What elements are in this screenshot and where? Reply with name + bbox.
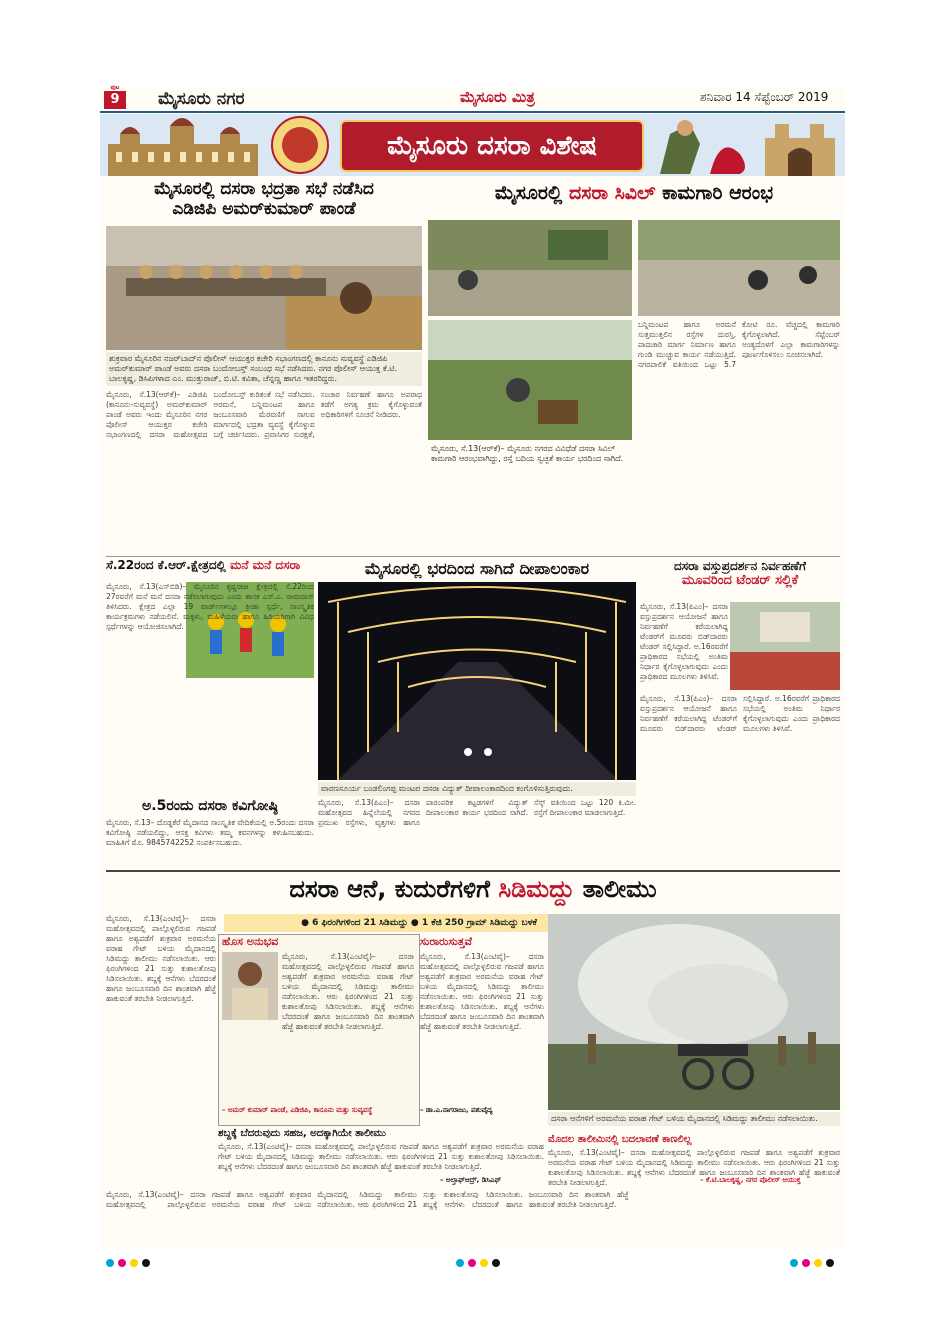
story7-headline-red: ಸಿಡಿಮದ್ದು [498, 875, 575, 903]
masthead-logo: ಮೈಸೂರು ಮಿತ್ರ [460, 88, 535, 106]
reg-cyan [106, 1259, 114, 1267]
reg-black [142, 1259, 150, 1267]
story6-body-continued: ಮೈಸೂರು, ಸೆ.13(ಪಿಎಂ)– ದಸರಾ ವಸ್ತುಪ್ರದರ್ಶನ ಆಯೋಜನೆ ಹಾಗೂ ನಿರ್ವಹಣೆಗೆ ಕರೆಯಲಾಗಿದ್ದ ಟೆಂಡರ್‌ಗೆ ಮೂವರು ಬಿಡ್‌ದಾರರು ಟೆಂಡರ್ ಸಲ್ಲಿಸಿದ್ದಾರೆ. ಅ.16ರವರೆಗೆ ಪ್ರಾಧಿಕಾರದ ಸಭೆಯಲ್ಲಿ ಅಂತಿಮ ನಿರ್ಧಾರ ಕೈಗೊಳ್ಳಲಾಗುವುದು ಎಂದು ಪ್ರಾಧಿಕಾರದ ಮೂಲಗಳು ತಿಳಿಸಿವೆ. [640, 694, 840, 733]
story5-body: ಮೈಸೂರು, ಸೆ.13(ಪಿಎಂ)– ದಸರಾ ಮಹೋತ್ಸವದ ಹಿನ್ನೆಲೆಯಲ್ಲಿ ನಗರದ ಪ್ರಮುಖ ರಸ್ತೆಗಳು, ವೃತ್ತಗಳು ಹಾಗೂ ಪಾರಂಪರಿಕ ಕಟ್ಟಡಗಳಿಗೆ ವಿದ್ಯುತ್ ದೀಪಾಲಂಕಾರ ಕಾರ್ಯ ಭರದಿಂದ ಸಾಗಿದೆ. ಸೆಸ್ಕ್ ವತಿಯಿಂದ ಒಟ್ಟು 120 ಕಿ.ಮೀ. ರಸ್ತೆಗೆ ದೀಪಾಲಂಕಾರ ಮಾಡಲಾಗುತ್ತಿದೆ. [318, 798, 636, 827]
story7-quote-body: ಮೈಸೂರು, ಸೆ.13(ಎಂಟಿವೈ)– ದಸರಾ ಮಹೋತ್ಸವದಲ್ಲಿ ಪಾಲ್ಗೊಳ್ಳಲಿರುವ ಗಜಪಡೆ ಹಾಗೂ ಅಶ್ವಪಡೆಗೆ ಶುಕ್ರವಾರ ಅರಮನೆಯ ವರಾಹ ಗೇಟ್ ಬಳಿಯ ಮೈದಾನದಲ್ಲಿ ಸಿಡಿಮದ್ದು ತಾಲೀಮು ನಡೆಸಲಾಯಿತು. ಆರು ಫಿರಂಗಿಗಳಿಂದ 21 ಸುತ್ತು ಕುಶಾಲತೋಪು ಸಿಡಿಸಲಾಯಿತು. ಶಬ್ದಕ್ಕೆ ಆನೆಗಳು ಬೆದರದಂತೆ ಹಾಗೂ ಜಂಬೂಸವಾರಿ ದಿನ ಶಾಂತವಾಗಿ ಹೆಜ್ಜೆ ಹಾಕುವಂತೆ ತರಬೇತಿ ನೀಡಲಾಗುತ್ತಿದೆ. [420, 952, 544, 1031]
story7-bottom-credit: – ಅಲ್ತಾಫ್‌ಆದ್ರ್, ಡಿಸಿಎಫ್ [440, 1176, 502, 1184]
date-line: ಶನಿವಾರ 14 ಸೆಪ್ಟೆಂಬರ್ 2019 [700, 90, 829, 104]
reg-yellow [130, 1259, 138, 1267]
story2-headline-black: ಮೈಸೂರಲ್ಲಿ [494, 182, 563, 204]
meeting-photo [106, 226, 422, 350]
story2-headline-black2: ಕಾಮಗಾರಿ ಆರಂಭ [662, 182, 774, 204]
story2-photo-3 [428, 320, 632, 440]
story6-photo [730, 602, 840, 690]
story7-box-body: ಮೈಸೂರು, ಸೆ.13(ಎಂಟಿವೈ)– ದಸರಾ ಮಹೋತ್ಸವದಲ್ಲಿ ಪಾಲ್ಗೊಳ್ಳಲಿರುವ ಗಜಪಡೆ ಹಾಗೂ ಅಶ್ವಪಡೆಗೆ ಶುಕ್ರವಾರ ಅರಮನೆಯ ವರಾಹ ಗೇಟ್ ಬಳಿಯ ಮೈದಾನದಲ್ಲಿ ಸಿಡಿಮದ್ದು ತಾಲೀಮು ನಡೆಸಲಾಯಿತು. ಆರು ಫಿರಂಗಿಗಳಿಂದ 21 ಸುತ್ತು ಕುಶಾಲತೋಪು ಸಿಡಿಸಲಾಯಿತು. ಶಬ್ದಕ್ಕೆ ಆನೆಗಳು ಬೆದರದಂತೆ ಹಾಗೂ ಜಂಬೂಸವಾರಿ ದಿನ ಶಾಂತವಾಗಿ ಹೆಜ್ಜೆ ಹಾಕುವಂತೆ ತರಬೇತಿ ನೀಡಲಾಗುತ್ತಿದೆ. [282, 952, 414, 1031]
story2-headline-red: ದಸರಾ ಸಿವಿಲ್ [568, 182, 656, 204]
story7-bottom-body: ಮೈಸೂರು, ಸೆ.13(ಎಂಟಿವೈ)– ದಸರಾ ಮಹೋತ್ಸವದಲ್ಲಿ ಪಾಲ್ಗೊಳ್ಳಲಿರುವ ಗಜಪಡೆ ಹಾಗೂ ಅಶ್ವಪಡೆಗೆ ಶುಕ್ರವಾರ ಅರಮನೆಯ ವರಾಹ ಗೇಟ್ ಬಳಿಯ ಮೈದಾನದಲ್ಲಿ ಸಿಡಿಮದ್ದು ತಾಲೀಮು ನಡೆಸಲಾಯಿತು. ಆರು ಫಿರಂಗಿಗಳಿಂದ 21 ಸುತ್ತು ಕುಶಾಲತೋಪು ಸಿಡಿಸಲಾಯಿತು. ಶಬ್ದಕ್ಕೆ ಆನೆಗಳು ಬೆದರದಂತೆ ಹಾಗೂ ಜಂಬೂಸವಾರಿ ದಿನ ಶಾಂತವಾಗಿ ಹೆಜ್ಜೆ ಹಾಕುವಂತೆ ತರಬೇತಿ ನೀಡಲಾಗುತ್ತಿದೆ. [218, 1142, 544, 1171]
story1-headline-line2: ಎಡಿಜಿಪಿ ಅಮರ್‌ಕುಮಾರ್ ಪಾಂಡೆ [172, 198, 356, 219]
story2-photo-1 [428, 220, 632, 316]
section-name: ಮೈಸೂರು ನಗರ [158, 89, 245, 109]
registration-marks-left [106, 1252, 154, 1271]
story2-headline [428, 183, 840, 205]
story7-subhead: ● 6 ಫಿರಂಗಿಗಳಿಂದ 21 ಸಿಡಿಮದ್ದು ● 1 ಕೆಜಿ 250 ಗ್ರಾಮ್ ಸಿಡಿಮದ್ದು ಬಳಕೆ [224, 914, 614, 932]
reg-cyan [456, 1259, 464, 1267]
story7-first-body: ಮೈಸೂರು, ಸೆ.13(ಎಂಟಿವೈ)– ದಸರಾ ಮಹೋತ್ಸವದಲ್ಲಿ ಪಾಲ್ಗೊಳ್ಳಲಿರುವ ಗಜಪಡೆ ಹಾಗೂ ಅಶ್ವಪಡೆಗೆ ಶುಕ್ರವಾರ ಅರಮನೆಯ ವರಾಹ ಗೇಟ್ ಬಳಿಯ ಮೈದಾನದಲ್ಲಿ ಸಿಡಿಮದ್ದು ತಾಲೀಮು ನಡೆಸಲಾಯಿತು. ಆರು ಫಿರಂಗಿಗಳಿಂದ 21 ಸುತ್ತು ಕುಶಾಲತೋಪು ಸಿಡಿಸಲಾಯಿತು. ಶಬ್ದಕ್ಕೆ ಆನೆಗಳು ಬೆದರದಂತೆ ಹಾಗೂ ಜಂಬೂಸವಾರಿ ದಿನ ಶಾಂತವಾಗಿ ಹೆಜ್ಜೆ ಹಾಕುವಂತೆ ತರಬೇತಿ ನೀಡಲಾಗುತ್ತಿದೆ. [548, 1148, 840, 1187]
story6-headline-line2: ಮೂವರಿಂದ ಟೆಂಡರ್ ಸಲ್ಲಿಕೆ [681, 572, 799, 588]
story6-headline-line1: ದಸರಾ ವಸ್ತುಪ್ರದರ್ಶನ ನಿರ್ವಹಣೆಗೆ [673, 559, 807, 573]
story1-caption: ಶುಕ್ರವಾರ ಮೈಸೂರಿನ ನಜರ್‌ಬಾದ್‌ನ ಪೊಲೀಸ್ ಆಯುಕ್ತರ ಕಚೇರಿ ಸಭಾಂಗಣದಲ್ಲಿ ಕಾನೂನು ಸುವ್ಯವಸ್ಥೆ ಎಡಿಜಿಪಿ ಅಮರ್‌ಕುಮಾರ್ ಪಾಂಡೆ ಅವರು ದಸರಾ ಬಂದೋಬಸ್ತ್ ಸಂಬಂಧ ಸಭೆ ನಡೆಸಿದರು. ನಗರ ಪೊಲೀಸ್ ಆಯುಕ್ತ ಕೆ.ಟಿ. ಬಾಲಕೃಷ್ಣ, ಡಿಸಿಪಿಗಳಾದ ಎಂ. ಮುತ್ತುರಾಜ್, ಬಿ.ಟಿ. ಕವಿತಾ, ಚೆನ್ನಣ್ಣ ಹಾಗೂ ಇತರರಿದ್ದರು. [106, 352, 422, 386]
story7-photo [548, 914, 840, 1110]
story7-headline-black2: ತಾಲೀಮು [582, 875, 657, 903]
officer-portrait [222, 952, 278, 1020]
reg-magenta [118, 1259, 126, 1267]
story1-headline-line1: ಮೈಸೂರಲ್ಲಿ ದಸರಾ ಭದ್ರತಾ ಸಭೆ ನಡೆಸಿದ [154, 179, 374, 199]
story2-caption: ಮೈಸೂರು, ಸೆ.13(ಆರ್‌ಕೆ)– ಮೈಸೂರು ನಗರದ ವಿವಿಧೆಡೆ ದಸರಾ ಸಿವಿಲ್ ಕಾಮಗಾರಿ ಆರಂಭವಾಗಿದ್ದು, ರಸ್ತೆ ಬದಿಯ ಸ್ವಚ್ಛತೆ ಕಾರ್ಯ ಭರದಿಂದ ಸಾಗಿದೆ. [431, 444, 624, 463]
divider-2 [106, 870, 840, 872]
story6-body: ಮೈಸೂರು, ಸೆ.13(ಪಿಎಂ)– ದಸರಾ ವಸ್ತುಪ್ರದರ್ಶನ ಆಯೋಜನೆ ಹಾಗೂ ನಿರ್ವಹಣೆಗೆ ಕರೆಯಲಾಗಿದ್ದ ಟೆಂಡರ್‌ಗೆ ಮೂವರು ಬಿಡ್‌ದಾರರು ಟೆಂಡರ್ ಸಲ್ಲಿಸಿದ್ದಾರೆ. ಅ.16ರವರೆಗೆ ಪ್ರಾಧಿಕಾರದ ಸಭೆಯಲ್ಲಿ ಅಂತಿಮ ನಿರ್ಧಾರ ಕೈಗೊಳ್ಳಲಾಗುವುದು ಎಂದು ಪ್ರಾಧಿಕಾರದ ಮೂಲಗಳು ತಿಳಿಸಿವೆ. [640, 602, 728, 681]
reg-magenta [468, 1259, 476, 1267]
story2-body: ಬನ್ನಿಮಂಟಪ ಹಾಗೂ ಅರಮನೆ ಸುತ್ತಮುತ್ತಲಿನ ರಸ್ತೆಗಳ ದುರಸ್ತಿ, ಪಾದಚಾರಿ ಮಾರ್ಗ ನಿರ್ಮಾಣ ಹಾಗೂ ಗುಂಡಿ ಮುಚ್ಚುವ ಕಾರ್ಯ ನಡೆಯುತ್ತಿದೆ. ನಗರಪಾಲಿಕೆ ವತಿಯಿಂದ ಒಟ್ಟು 5.7 ಕೋಟಿ ರೂ. ವೆಚ್ಚದಲ್ಲಿ ಕಾಮಗಾರಿ ಕೈಗೊಳ್ಳಲಾಗಿದೆ. ಸೆಪ್ಟೆಂಬರ್ ಅಂತ್ಯದೊಳಗೆ ಎಲ್ಲಾ ಕಾಮಗಾರಿಗಳನ್ನು ಪೂರ್ಣಗೊಳಿಸಲು ಸೂಚಿಸಲಾಗಿದೆ. [638, 320, 840, 369]
banner-title: ಮೈಸೂರು ದಸರಾ ವಿಶೇಷ [340, 120, 644, 172]
story3-headline [106, 559, 316, 573]
page-tag: ಪುಟ [110, 84, 120, 91]
story7-first-head: ಮೊದಲ ತಾಲೀಮಿನಲ್ಲಿ ಬದಲಾವಣೆ ಕಾಣಲಿಲ್ಲ [548, 1134, 692, 1145]
story5-caption: ವಾರಣಸೂರ್ಯ ಬಂಡಲಿಂಗಪ್ಪ ಮಂಟಪ ದಸರಾ ವಿದ್ಯುತ್ ದೀಪಾಲಂಕಾರದಿಂದ ಕಂಗೊಳಿಸುತ್ತಿರುವುದು. [318, 782, 636, 796]
page-number: 9 [104, 91, 126, 109]
road-work-photo-3 [428, 320, 632, 440]
story7-box-title: ಹೊಸ ಅನುಭವ [222, 935, 279, 948]
illumination-photo [318, 582, 636, 780]
cannon-drill-photo [548, 914, 840, 1110]
story7-quote-credit: – ಡಾ.ಎ.ನಾಗರಾಜು, ಪಶುವೈದ್ಯ [420, 1106, 493, 1114]
story7-continued: ಮೈಸೂರು, ಸೆ.13(ಎಂಟಿವೈ)– ದಸರಾ ಮಹೋತ್ಸವದಲ್ಲಿ ಪಾಲ್ಗೊಳ್ಳಲಿರುವ ಗಜಪಡೆ ಹಾಗೂ ಅಶ್ವಪಡೆಗೆ ಶುಕ್ರವಾರ ಅರಮನೆಯ ವರಾಹ ಗೇಟ್ ಬಳಿಯ ಮೈದಾನದಲ್ಲಿ ಸಿಡಿಮದ್ದು ತಾಲೀಮು ನಡೆಸಲಾಯಿತು. ಆರು ಫಿರಂಗಿಗಳಿಂದ 21 ಸುತ್ತು ಕುಶಾಲತೋಪು ಸಿಡಿಸಲಾಯಿತು. ಶಬ್ದಕ್ಕೆ ಆನೆಗಳು ಬೆದರದಂತೆ ಹಾಗೂ ಜಂಬೂಸವಾರಿ ದಿನ ಶಾಂತವಾಗಿ ಹೆಜ್ಜೆ ಹಾಕುವಂತೆ ತರಬೇತಿ ನೀಡಲಾಗುತ್ತಿದೆ. [106, 1190, 629, 1209]
story7-bottom-head: ಶಬ್ದಕ್ಕೆ ಬೆದರುವುದು ಸಹಜ, ಅದಕ್ಕಾಗಿಯೇ ತಾಲೀಮು [218, 1128, 386, 1139]
reg-magenta [802, 1259, 810, 1267]
exhibition-photo [730, 602, 840, 690]
story7-headline [106, 876, 840, 904]
reg-cyan [790, 1259, 798, 1267]
divider-1 [106, 556, 840, 557]
story7-box-credit: – ಅಮರ್ ಕುಮಾರ್ ಪಾಂಡೆ, ಎಡಿಜಿಪಿ, ಕಾನೂನು ಮತ್ತು ಸುವ್ಯವಸ್ಥೆ [222, 1106, 373, 1114]
registration-marks-right [790, 1252, 838, 1271]
story7-body: ಮೈಸೂರು, ಸೆ.13(ಎಂಟಿವೈ)– ದಸರಾ ಮಹೋತ್ಸವದಲ್ಲಿ ಪಾಲ್ಗೊಳ್ಳಲಿರುವ ಗಜಪಡೆ ಹಾಗೂ ಅಶ್ವಪಡೆಗೆ ಶುಕ್ರವಾರ ಅರಮನೆಯ ವರಾಹ ಗೇಟ್ ಬಳಿಯ ಮೈದಾನದಲ್ಲಿ ಸಿಡಿಮದ್ದು ತಾಲೀಮು ನಡೆಸಲಾಯಿತು. ಆರು ಫಿರಂಗಿಗಳಿಂದ 21 ಸುತ್ತು ಕುಶಾಲತೋಪು ಸಿಡಿಸಲಾಯಿತು. ಶಬ್ದಕ್ಕೆ ಆನೆಗಳು ಬೆದರದಂತೆ ಹಾಗೂ ಜಂಬೂಸವಾರಿ ದಿನ ಶಾಂತವಾಗಿ ಹೆಜ್ಜೆ ಹಾಕುವಂತೆ ತರಬೇತಿ ನೀಡಲಾಗುತ್ತಿದೆ. [106, 914, 216, 1003]
story1-headline [106, 180, 422, 219]
story2-photo-2 [638, 220, 840, 316]
story5-headline: ಮೈಸೂರಲ್ಲಿ ಭರದಿಂದ ಸಾಗಿದೆ ದೀಪಾಲಂಕಾರ [364, 559, 590, 578]
story1-body: ಮೈಸೂರು, ಸೆ.13(ಆರ್‌ಕೆ)– ಎಡಿಜಿಪಿ (ಕಾನೂನು-ಸುವ್ಯವಸ್ಥೆ) ಅಮರ್‌ಕುಮಾರ್ ಪಾಂಡೆ ಅವರು ಇಂದು ಮೈಸೂರಿನ ನಗರ ಪೊಲೀಸ್ ಆಯುಕ್ತರ ಕಚೇರಿ ಸಭಾಂಗಣದಲ್ಲಿ ದಸರಾ ಮಹೋತ್ಸವದ ಬಂದೋಬಸ್ತ್ ಕುರಿತಂತೆ ಸಭೆ ನಡೆಸಿದರು. ಅರಮನೆ, ಬನ್ನಿಮಂಟಪ ಹಾಗೂ ಜಂಬೂಸವಾರಿ ಮೆರವಣಿಗೆ ಸಾಗುವ ಮಾರ್ಗದಲ್ಲಿ ಭದ್ರತಾ ವ್ಯವಸ್ಥೆ ಕೈಗೊಳ್ಳುವ ಬಗ್ಗೆ ಚರ್ಚಿಸಿದರು. ಪ್ರವಾಸಿಗರ ಸುರಕ್ಷತೆ, ಸಂಚಾರ ನಿರ್ವಹಣೆ ಹಾಗೂ ಅಪರಾಧ ತಡೆಗೆ ಅಗತ್ಯ ಕ್ರಮ ಕೈಗೊಳ್ಳುವಂತೆ ಅಧಿಕಾರಿಗಳಿಗೆ ಸೂಚನೆ ನೀಡಿದರು. [106, 390, 422, 439]
story4-body: ಮೈಸೂರು, ಸೆ.13– ದೊಡ್ಡಕೆರೆ ಮೈದಾನದ ಸಾಂಸ್ಕೃತಿಕ ವೇದಿಕೆಯಲ್ಲಿ ಅ.5ರಂದು ದಸರಾ ಕವಿಗೋಷ್ಠಿ ನಡೆಯಲಿದ್ದು, ಆಸಕ್ತ ಕವಿಗಳು ತಮ್ಮ ಕವನಗಳನ್ನು ಕಳುಹಿಸಬಹುದು. ಮಾಹಿತಿಗೆ ಮೊ. 9845742252 ಸಂಪರ್ಕಿಸಬಹುದು. [106, 818, 314, 847]
header-rule [100, 111, 845, 113]
story7-first-credit: – ಕೆ.ಟಿ.ಬಾಲಕೃಷ್ಣ, ನಗರ ಪೊಲೀಸ್ ಆಯುಕ್ತ [700, 1176, 801, 1184]
story7-box-photo [222, 952, 278, 1020]
story3-body: ಮೈಸೂರು, ಸೆ.13(ಎಸ್‌ಬಿಡಿ)– ಮೈಸೂರಿನ ಕೃಷ್ಣರಾಜ ಕ್ಷೇತ್ರದಲ್ಲಿ ಸೆ.22ರಿಂದ 27ರವರೆಗೆ ಮನೆ ಮನೆ ದಸರಾ ನಡೆಸಲಾಗುವುದು ಎಂದು ಶಾಸಕ ಎಸ್.ಎ. ರಾಮದಾಸ್ ತಿಳಿಸಿದರು. ಕ್ಷೇತ್ರದ ಎಲ್ಲಾ 19 ವಾರ್ಡ್‌ಗಳಲ್ಲೂ ಕ್ರೀಡಾ ಸ್ಪರ್ಧೆ, ಸಾಂಸ್ಕೃತಿಕ ಕಾರ್ಯಕ್ರಮಗಳು ನಡೆಯಲಿವೆ. ಮಕ್ಕಳು, ಮಹಿಳೆಯರು ಹಾಗೂ ಹಿರಿಯರಿಗಾಗಿ ವಿವಿಧ ಸ್ಪರ್ಧೆಗಳನ್ನು ಆಯೋಜಿಸಲಾಗಿದೆ. [106, 582, 314, 631]
road-work-photo-1 [428, 220, 632, 316]
reg-black [826, 1259, 834, 1267]
road-work-photo-2 [638, 220, 840, 316]
story7-photo-caption: ದಸರಾ ಆನೆಗಳಿಗೆ ಅರಮನೆಯ ವರಾಹ ಗೇಟ್ ಬಳಿಯ ಮೈದಾನದಲ್ಲಿ ಸಿಡಿಮದ್ದು ತಾಲೀಮು ನಡೆಸಲಾಯಿತು. [548, 1112, 840, 1126]
story1-photo [106, 226, 422, 350]
story5-photo [318, 582, 636, 780]
registration-marks-center [456, 1252, 504, 1271]
story7-quote-title: ಸುರಾರುಸುತ್ತವೆ [420, 935, 472, 948]
reg-black [492, 1259, 500, 1267]
story4-headline: ಅ.5ರಂದು ದಸರಾ ಕವಿಗೋಷ್ಠಿ [142, 798, 278, 814]
story6-headline [640, 560, 840, 589]
story7-headline-black: ದಸರಾ ಆನೆ, ಕುದುರೆಗಳಿಗೆ [289, 875, 491, 903]
story3-headline-prefix: ಸೆ.22ರಂದ ಕೆ.ಆರ್.ಕ್ಷೇತ್ರದಲ್ಲಿ [106, 558, 226, 572]
story3-headline-red: ಮನೆ ಮನೆ ದಸರಾ [229, 558, 301, 572]
reg-yellow [480, 1259, 488, 1267]
reg-yellow [814, 1259, 822, 1267]
